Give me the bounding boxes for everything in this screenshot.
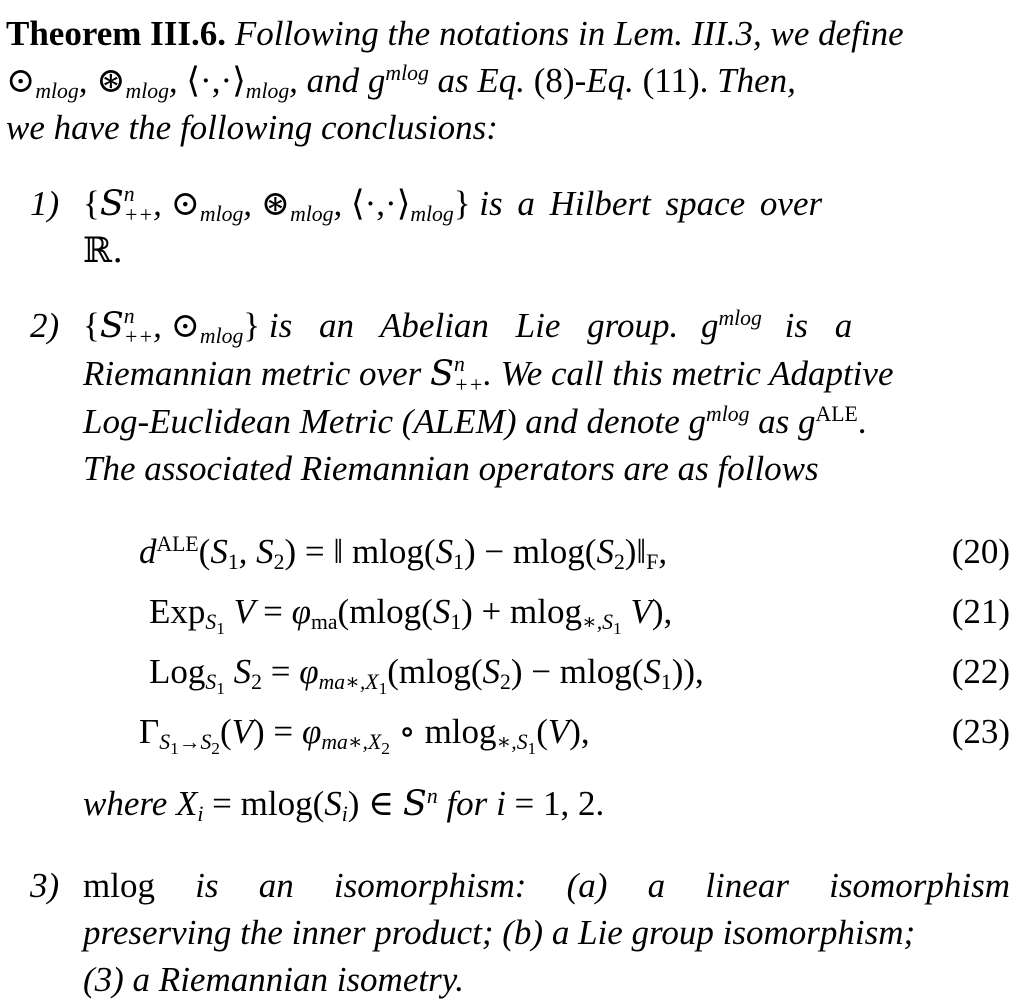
theorem-line-2: $⊙_{mlog}$, $⊛_{mlog}$, $⟨\cdot,\cdot⟩_{mlog}$, and $g^{mlog}$ as Eq. (8)-Eq. (11). Then, xyxy=(6,61,796,104)
item-text: is a Hilbert space over xyxy=(479,184,823,223)
item-number: 2) xyxy=(30,306,60,345)
item-body xyxy=(83,862,1010,1003)
equation-number: (21) xyxy=(951,592,1010,631)
item-body: {S n ++ , $⊙_{mlog}$} is an Abelian Lie group. $g^{mlog}$ is a Riemannian metric over S n ++ . We call this metric Adaptive Log-Euclidean Metric (ALEM) and denote $g^{mlog}$ as $g^{ALE}$. The associated Riemannian operators are as follows $d^{ALE}(S_1$, $S_2$) = ‖ $mlog(S_1)$ − $mlog(S_2)‖_F$, (20) Exp$_{S_1}$ $V = \varphi_{ma}(mlog(S_1) + mlog_{∗,S_1}$ V), (21) Log$_{S_1}$ $S_2 = \varphi_{ma∗,X_1}(mlog(S_2) - mlog(S_1))$, (22) $\Gamma_{S_1\to S_2}(V) = \varphi_{ma∗,X_2}$ ∘ mlog$_{∗,S_1}$(V), (23) where $X_i = mlog(S_i)$ ∈ $S^n$ for i = 1, 2. xyxy=(83,302,1010,828)
eq-ref-8: (8)- xyxy=(533,61,587,100)
theorem-intro-1: Following the notations in Lem. III.3, we define xyxy=(234,14,904,53)
mlog-word: mlog xyxy=(83,866,155,905)
equation-number: (20) xyxy=(951,532,1010,571)
equation-number: (23) xyxy=(951,712,1010,751)
equation-22: Log$_{S_1}$ $S_2 = \varphi_{ma∗,X_1}(mlog(S_2) - mlog(S_1))$, xyxy=(149,652,704,698)
circledast-symbol: ⊛ xyxy=(96,61,126,100)
item-text: preserving the inner product; (b) a Lie group isomorphism; xyxy=(83,913,916,952)
item-text: is an Abelian Lie group. xyxy=(268,306,679,345)
text-as-eq: as Eq. xyxy=(437,61,526,100)
equation-23: $\Gamma_{S_1\to S_2}(V) = \varphi_{ma∗,X_2}$ ∘ mlog$_{∗,S_1}$(V), xyxy=(139,712,590,758)
theorem-label: Theorem III.6. xyxy=(6,14,227,53)
item-text: as xyxy=(758,402,790,441)
item-number: 1) xyxy=(30,184,60,223)
theorem-line-1 xyxy=(6,10,1010,57)
text-eq: Eq. xyxy=(586,61,634,100)
item-text: . We call this metric Adaptive xyxy=(483,354,894,393)
equation-21: Exp$_{S_1}$ $V = \varphi_{ma}(mlog(S_1) + mlog_{∗,S_1}$ V), xyxy=(149,592,673,638)
item-text: Riemannian metric over xyxy=(83,354,422,393)
equation-block xyxy=(6,528,1010,768)
equation-20: $d^{ALE}(S_1$, $S_2$) = ‖ $mlog(S_1)$ − $mlog(S_2)‖_F$, xyxy=(139,532,668,575)
eq-ref-11: (11). xyxy=(642,61,709,100)
item-text: Log-Euclidean Metric (ALEM) and denote xyxy=(83,402,680,441)
equation-number: (22) xyxy=(951,652,1010,691)
item-text: is an isomorphism: (a) a linear isomorphism xyxy=(195,866,1010,905)
odot-symbol: ⊙ xyxy=(6,61,36,100)
item-text: is a xyxy=(784,306,853,345)
item-body: {S n ++ , $⊙_{mlog}$, $⊛_{mlog}$, $⟨\cdot,\cdot⟩_{mlog}$} is a Hilbert space over ℝ. xyxy=(83,180,1010,275)
theorem-line-3: we have the following conclusions: xyxy=(6,108,498,147)
item-text: (3) a Riemannian isometry. xyxy=(83,960,465,999)
item-text: The associated Riemannian operators are as follows xyxy=(83,449,819,488)
text-then: Then, xyxy=(717,61,796,100)
where-line: where $X_i = mlog(S_i)$ ∈ $S^n$ for i = 1, 2. xyxy=(83,784,605,827)
reals-symbol: ℝ. xyxy=(83,231,124,271)
item-number: 3) xyxy=(30,866,60,905)
text-and: and xyxy=(306,61,360,100)
